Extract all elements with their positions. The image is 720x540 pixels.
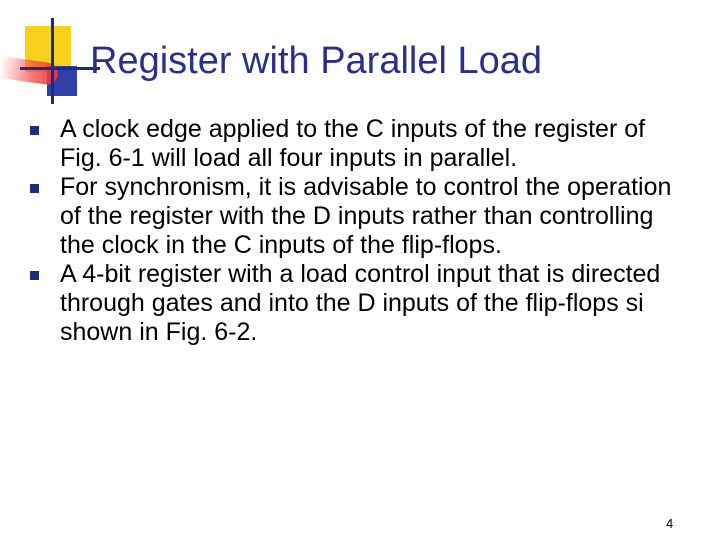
corner-logo-icon [0,0,100,110]
bullet-text: For synchronism, it is advisable to control the operation of the register with the D inputs rather than controlling the clock in the C inputs of the flip-flops. [60,173,672,259]
square-bullet-icon [30,184,39,193]
bullet-item [28,173,688,260]
square-bullet-icon [30,126,39,135]
square-bullet-icon [30,271,39,280]
page-number: 4 [666,516,674,531]
bullet-item [28,115,688,173]
slide-title: Register with Parallel Load [90,40,543,82]
bullet-text: A 4-bit register with a load control input that is directed through gates and into the D inputs of the flip-flops si shown in Fig. 6-2. [60,260,661,346]
bullet-list [28,115,688,347]
logo-horizontal-line [20,67,100,70]
bullet-item [28,260,688,347]
bullet-text: A clock edge applied to the C inputs of the register of Fig. 6-1 will load all four inputs in parallel. [60,115,646,172]
logo-vertical-line [51,18,54,104]
